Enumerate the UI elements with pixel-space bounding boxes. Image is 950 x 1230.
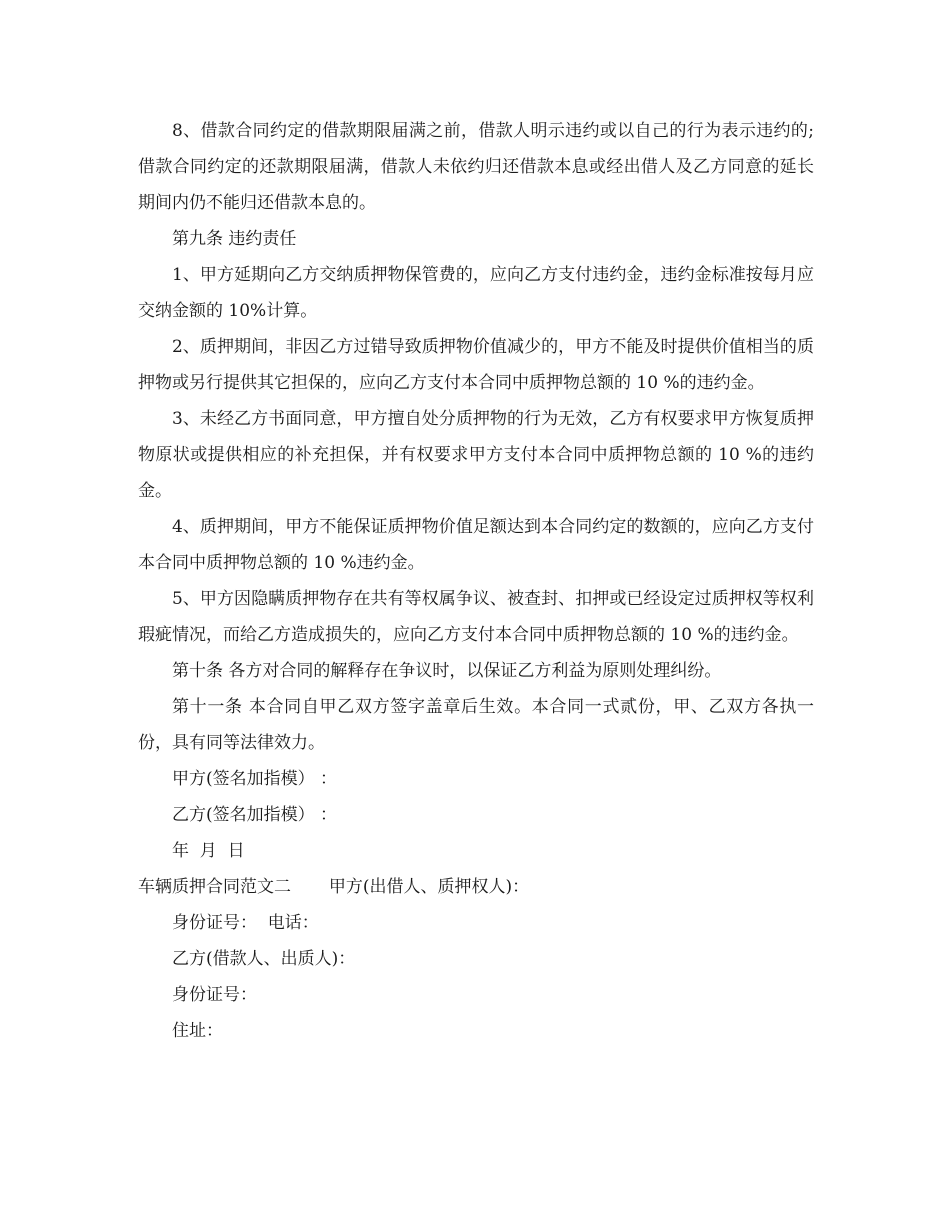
party-a-signature-line: 甲方(签名加指模） ： bbox=[172, 769, 338, 789]
article-9-item-1: 1、甲方延期向乙方交纳质押物保管费的，应向乙方支付违约金，违约金标准按每月应交纳金额的 10%计算。 bbox=[138, 265, 814, 321]
address-line: 住址： bbox=[172, 1021, 223, 1041]
date-line: 年 月 日 bbox=[172, 841, 245, 861]
article-9-item-5: 5、甲方因隐瞒质押物存在共有等权属争议、被查封、扣押或已经设定过质押权等权利瑕疵情况，而给乙方造成损失的，应向乙方支付本合同中质押物总额的 10 %的违约金。 bbox=[138, 589, 814, 645]
id-phone-line: 身份证号： 电话： bbox=[172, 913, 319, 933]
article-9-heading: 第九条 违约责任 bbox=[172, 229, 297, 249]
id-number-line: 身份证号： bbox=[172, 985, 257, 1005]
clause-8-paragraph: 8、借款合同约定的借款期限届满之前，借款人明示违约或以自己的行为表示违约的;借款合同约定的还款期限届满，借款人未依约归还借款本息或经出借人及乙方同意的延长期间内仍不能归还借款本息的。 bbox=[138, 121, 814, 213]
article-10-paragraph: 第十条 各方对合同的解释存在争议时，以保证乙方利益为原则处理纠纷。 bbox=[172, 661, 722, 681]
party-b-signature-line: 乙方(签名加指模） ： bbox=[172, 805, 338, 825]
document-page bbox=[138, 113, 814, 1049]
second-contract-heading: 车辆质押合同范文二 甲方(出借人、质押权人)： bbox=[138, 877, 530, 897]
article-9-item-2: 2、质押期间，非因乙方过错导致质押物价值减少的，甲方不能及时提供价值相当的质押物或另行提供其它担保的，应向乙方支付本合同中质押物总额的 10 %的违约金。 bbox=[138, 337, 814, 393]
article-9-item-3: 3、未经乙方书面同意，甲方擅自处分质押物的行为无效，乙方有权要求甲方恢复质押物原状或提供相应的补充担保，并有权要求甲方支付本合同中质押物总额的 10 %的违约金。 bbox=[138, 409, 814, 501]
article-9-item-4: 4、质押期间，甲方不能保证质押物价值足额达到本合同约定的数额的，应向乙方支付本合同中质押物总额的 10 %违约金。 bbox=[138, 517, 814, 573]
party-b-line: 乙方(借款人、出质人)： bbox=[172, 949, 356, 969]
article-11-paragraph: 第十一条 本合同自甲乙双方签字盖章后生效。本合同一式贰份，甲、乙双方各执一份，具有同等法律效力。 bbox=[138, 697, 814, 753]
